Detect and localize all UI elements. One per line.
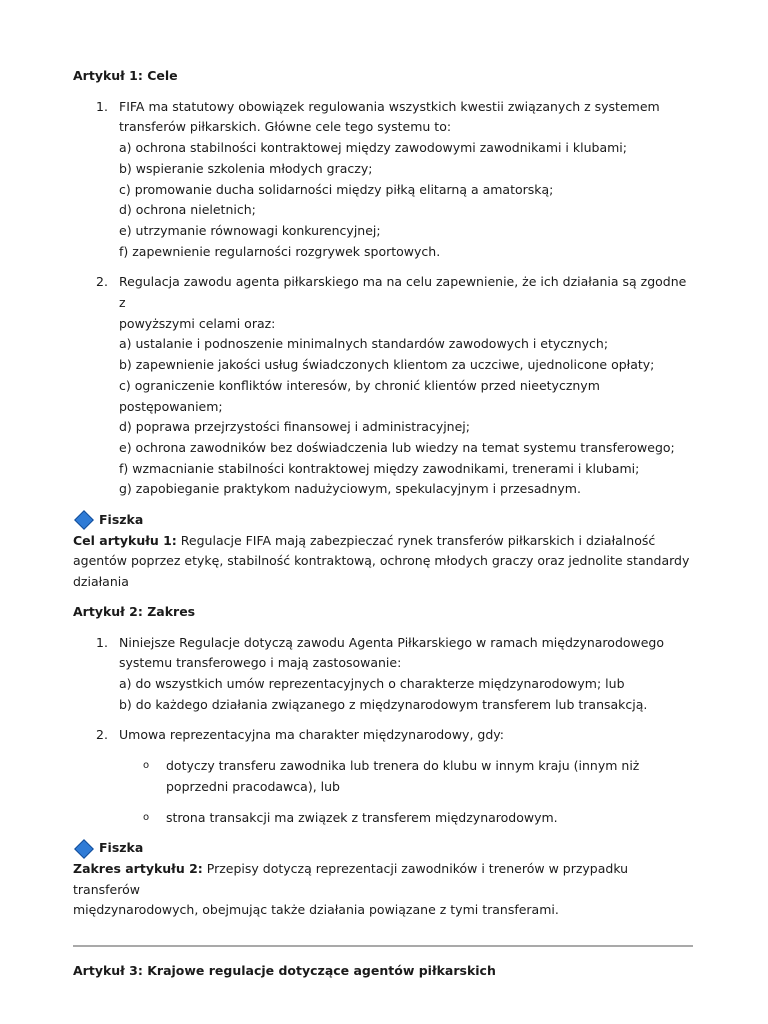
fiszka-line: Regulacje FIFA mają zabezpieczać rynek transferów piłkarskich i działalność <box>180 532 656 548</box>
list-line: a) ochrona stabilności kontraktowej między zawodowymi zawodnikami i klubami; <box>119 140 627 156</box>
list-number: 1. <box>96 98 108 114</box>
list-number: 2. <box>96 727 108 743</box>
article-2-item-2 <box>73 725 693 746</box>
blue-diamond-icon <box>74 839 94 859</box>
bullet-marker: o <box>143 811 150 823</box>
bullet-line: strona transakcji ma związek z transferem międzynarodowym. <box>166 809 558 825</box>
list-line: c) ograniczenie konfliktów interesów, by chronić klientów przed nieetycznym <box>119 377 600 393</box>
article-3-title: Artykuł 3: Krajowe regulacje dotyczące agentów piłkarskich <box>73 963 496 979</box>
list-line: g) zapobieganie praktykom nadużyciowym, spekulacyjnym i przesadnym. <box>119 481 581 497</box>
list-line: f) zapewnienie regularności rozgrywek sportowych. <box>119 243 441 259</box>
list-line: systemu transferowego i mają zastosowanie: <box>119 655 402 671</box>
list-line: postępowaniem; <box>119 398 223 414</box>
fiszka-body-2 <box>73 859 693 921</box>
bullet-line: dotyczy transferu zawodnika lub trenera do klubu w innym kraju (innym niż <box>166 758 640 774</box>
list-line: f) wzmacnianie stabilności kontraktowej między zawodnikami, trenerami i klubami; <box>119 460 640 476</box>
article-2-bullet-1 <box>73 756 693 797</box>
article-2-item-1 <box>73 633 693 716</box>
list-line: powyższymi celami oraz: <box>119 315 276 331</box>
fiszka-line: działania <box>73 574 129 590</box>
fiszka-heading-2 <box>73 838 693 859</box>
blue-diamond-icon <box>74 511 94 531</box>
fiszka-heading-1 <box>73 510 693 531</box>
fiszka-line: Przepisy dotyczą reprezentacji zawodników i trenerów w przypadku transferów <box>73 860 629 897</box>
list-line: b) wspieranie szkolenia młodych graczy; <box>119 160 373 176</box>
list-line: b) zapewnienie jakości usług świadczonych klientom za uczciwe, ujednolicone opłaty; <box>119 357 655 373</box>
list-line: a) ustalanie i podnoszenie minimalnych standardów zawodowych i etycznych; <box>119 336 609 352</box>
list-line: a) do wszystkich umów reprezentacyjnych o charakterze międzynarodowym; lub <box>119 675 625 691</box>
list-line: c) promowanie ducha solidarności między piłką elitarną a amatorską; <box>119 181 554 197</box>
list-number: 2. <box>96 274 108 290</box>
article-2-title: Artykuł 2: Zakres <box>73 603 196 619</box>
article-2-bullet-2 <box>73 808 693 829</box>
fiszka-line: międzynarodowych, obejmując także działania powiązane z tymi transferami. <box>73 902 559 918</box>
list-line: FIFA ma statutowy obowiązek regulowania wszystkich kwestii związanych z systemem <box>119 98 660 114</box>
list-line: e) ochrona zawodników bez doświadczenia lub wiedzy na temat systemu transferowego; <box>119 439 675 455</box>
fiszka-line: agentów poprzez etykę, stabilność kontraktową, ochronę młodych graczy oraz jednolite standardy <box>73 553 690 569</box>
fiszka-label: Zakres artykułu 2: <box>73 860 203 876</box>
list-line: d) ochrona nieletnich; <box>119 202 256 218</box>
fiszka-heading-text: Fiszka <box>99 512 144 528</box>
article-1-title: Artykuł 1: Cele <box>73 68 178 83</box>
bullet-marker: o <box>143 760 150 772</box>
list-line: b) do każdego działania związanego z międzynarodowym transferem lub transakcją. <box>119 696 648 712</box>
fiszka-body-1 <box>73 531 693 593</box>
list-number: 1. <box>96 634 108 650</box>
article-1-item-1 <box>73 97 693 263</box>
document-page <box>73 66 693 982</box>
fiszka-heading-text: Fiszka <box>99 840 144 856</box>
list-line: Umowa reprezentacyjna ma charakter międzynarodowy, gdy: <box>119 727 504 743</box>
article-1-item-2 <box>73 272 693 500</box>
list-line: e) utrzymanie równowagi konkurencyjnej; <box>119 222 381 238</box>
list-line: transferów piłkarskich. Główne cele tego systemu to: <box>119 119 452 135</box>
list-line: Regulacja zawodu agenta piłkarskiego ma na celu zapewnienie, że ich działania są zgodne z <box>119 274 687 311</box>
fiszka-label: Cel artykułu 1: <box>73 532 177 548</box>
list-line: d) poprawa przejrzystości finansowej i administracyjnej; <box>119 419 470 435</box>
bullet-line: poprzedni pracodawca), lub <box>166 778 340 794</box>
list-line: Niniejsze Regulacje dotyczą zawodu Agenta Piłkarskiego w ramach międzynarodowego <box>119 634 665 650</box>
